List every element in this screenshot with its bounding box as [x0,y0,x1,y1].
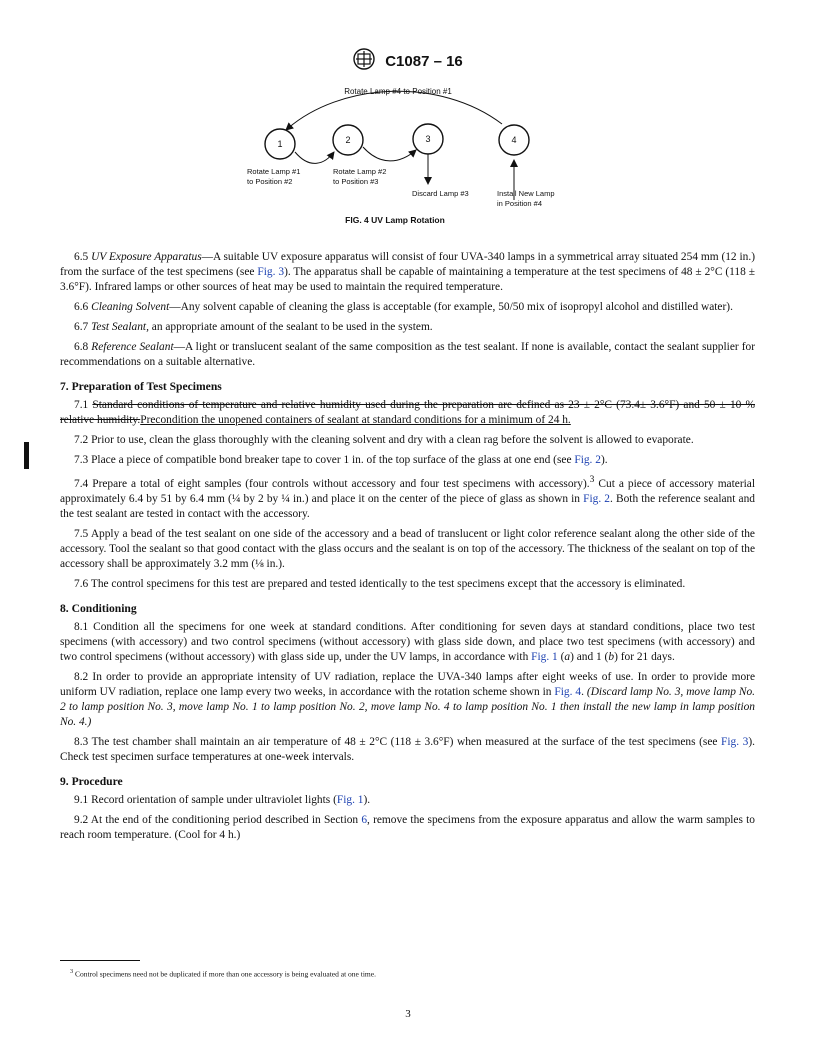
arrow-1-to-2 [295,152,334,163]
para-6-5: 6.5 UV Exposure Apparatus—A suitable UV exposure apparatus will consist of four UVA-340 lamps in a symmetrical array situated 254 mm (12 in.) from the surface of the test specimens (see Fig. 3). The apparatus shall be capable of maintaining a temperature at the test specimens of 48 ± 2°C (118 ± 3.6°F). Infrared lamps or other sources of heat may be used to maintain the required temperature. [60,251,755,293]
deleted-text: Standard conditions of temperature and relative humidity used during the preparation are defined as 23 ± 2°C (73.4± 3.6°F) and 50 ± 10 % relative humidity. [60,399,755,426]
link-fig-1[interactable]: Fig. 1 [531,650,558,663]
node-label-3: 3 [425,134,431,144]
para-8-1: 8.1 Condition all the specimens for one week at standard conditions. After conditioning for seven days at standard conditions, place two test specimens (with accessory) and two control specimens (without accessory) with glass side down, and place two test specimens (with accessory) and two control specimens (without accessory) with glass side up, under the UV lamps, in accordance with Fig. 1 (a) and 1 (b) for 21 days. [60,620,755,663]
label-rotate-1-a: Rotate Lamp #1 [247,167,301,176]
label-rotate-1-b: to Position #2 [247,177,293,186]
link-fig-1[interactable]: Fig. 1 [336,793,364,806]
footnote-rule [60,960,140,961]
node-label-2: 2 [345,135,351,145]
para-7-4: 7.4 Prepare a total of eight samples (four controls without accessory and four test specimens with accessory).$^3$ Cut a piece of accessory material approximately 6.4 by 51 by 6.4 mm (¼ by 2 by ¼ in.) and place it on the center of the piece of glass as shown in Fig. 2. Both the reference sealant and the test sealant are tested in contact with the accessory. [60,475,756,520]
label-rotate-2-a: Rotate Lamp #2 [333,167,387,176]
node-label-1: 1 [277,139,283,149]
node-label-4: 4 [511,135,517,145]
footnote: $^3$ Control specimens need not be duplicated if more than one accessory is being evaluated at one time. [70,968,376,979]
arrow-4-to-1 [286,91,502,130]
link-fig-3[interactable]: Fig. 3 [721,735,749,748]
label-install-4-a: Install New Lamp [497,189,555,198]
page-header [0,48,816,74]
figure-caption: FIG. 4 UV Lamp Rotation [345,215,445,225]
para-7-3: 7.3 Place a piece of compatible bond breaker tape to cover 1 in. of the top surface of the glass at one end (see Fig. 2). [74,454,608,466]
link-fig-4[interactable]: Fig. 4 [554,685,582,698]
link-fig-3[interactable]: Fig. 3 [257,266,285,278]
para-6-6: 6.6 Cleaning Solvent—Any solvent capable of cleaning the glass is acceptable (for example, 50/50 mix of isopropyl alcohol and distilled water). [74,301,733,313]
page-number: 3 [405,1008,411,1020]
astm-logo-icon [353,48,375,75]
heading-section-9: 9. Procedure [60,774,123,788]
link-fig-2[interactable]: Fig. 2 [574,454,601,466]
document-body [60,250,755,848]
link-fig-2[interactable]: Fig. 2 [583,492,611,505]
para-8-2: 8.2 In order to provide an appropriate intensity of UV radiation, replace the UVA-340 lamps after eight weeks of use. In order to provide more uniform UV radiation, replace one lamp every two weeks, in accordance with the rotation scheme shown in Fig. 4. (Discard lamp No. 3, move lamp No. 2 to lamp position No. 3, move lamp No. 1 to lamp position No. 2, move lamp No. 4 to lamp position No. 1 then install the new lamp in lamp position No. 4.) [60,670,756,728]
para-6-8: 6.8 Reference Sealant—A light or translucent sealant of the same composition as the test sealant. If none is available, contact the sealant supplier for recommendations on a suitable alternative. [60,341,755,368]
heading-section-7: 7. Preparation of Test Specimens [60,380,222,393]
para-7-1: 7.1 Standard conditions of temperature and relative humidity used during the preparation are defined as 23 ± 2°C (73.4± 3.6°F) and 50 ± 10 % relative humidity.Precondition the unopened containers of sealant at standard conditions for a minimum of 24 h. [60,399,755,426]
arrow-2-to-3 [363,147,416,161]
para-7-6: 7.6 The control specimens for this test are prepared and tested identically to the test specimens except that the accessory is eliminated. [74,577,686,590]
label-install-4-b: in Position #4 [497,199,543,208]
para-6-7: 6.7 Test Sealant, an appropriate amount of the sealant to be used in the system. [74,321,433,333]
para-7-5: 7.5 Apply a bead of the test sealant on one side of the accessory and a bead of translucent or light color reference sealant along the other side of the accessory. Tool the sealant so that good contact with the glass occurs and the sealant is on top of the accessory. The thickness of the sealant on top of the accessory shall be approximately 3.2 mm (⅛ in.). [60,527,755,570]
footnote-ref-3: 3 [589,475,595,485]
revision-change-bar [24,442,29,469]
designation: C1087 – 16 [385,53,463,70]
label-rotate-2-b: to Position #3 [333,177,379,186]
para-9-2: 9.2 At the end of the conditioning period described in Section 6, remove the specimens from the exposure apparatus and allow the warm samples to reach room temperature. (Cool for 4 h.) [60,813,755,841]
figure-top-label: Rotate Lamp #4 to Position #1 [344,87,452,96]
para-7-2: 7.2 Prior to use, clean the glass thoroughly with the cleaning solvent and dry with a clean rag before the solvent is allowed to evaporate. [74,434,694,446]
inserted-text: Precondition the unopened containers of sealant at standard conditions for a minimum of 24 h. [140,414,571,426]
label-discard-3: Discard Lamp #3 [412,189,469,198]
para-9-1: 9.1 Record orientation of sample under ultraviolet lights (Fig. 1). [74,793,371,806]
para-8-3: 8.3 The test chamber shall maintain an air temperature of 48 ± 2°C (118 ± 3.6°F) when measured at the surface of the test specimens (see Fig. 3). Check test specimen surface temperatures at one-week intervals. [60,735,755,763]
link-section-6[interactable]: 6 [361,813,368,826]
uv-lamp-rotation-figure [230,82,590,232]
heading-section-8: 8. Conditioning [60,601,137,615]
